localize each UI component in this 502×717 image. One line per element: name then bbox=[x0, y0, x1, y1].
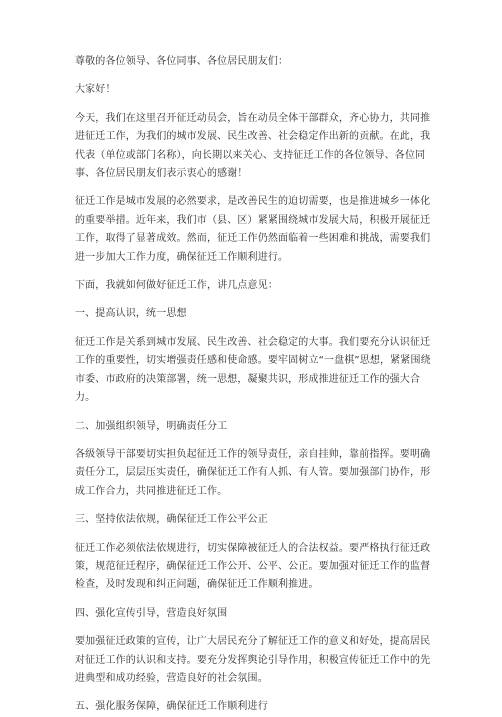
section-heading-1: 一、提高认识，统一思想 bbox=[75, 308, 187, 320]
salutation: 尊敬的各位领导、各位同事、各位居民朋友们： bbox=[75, 56, 289, 67]
section-heading-5: 五、强化服务保障，确保征迁工作顺利进行 bbox=[75, 701, 268, 713]
section-heading-4: 四、强化宣传引导，营造良好氛围 bbox=[75, 607, 228, 619]
section-heading-3: 三、坚持依法依规，确保征迁工作公平公正 bbox=[75, 514, 268, 526]
section-body-4: 要加强征迁政策的宣传，让广大居民充分了解征迁工作的意义和好处，提高居民对征迁工作的认识和支持。要充分发挥舆论引导作用，积极宣传征迁工作中的先进典型和成功经验，营造良好的社会氛围。 bbox=[75, 636, 431, 684]
greeting: 大家好！ bbox=[75, 84, 116, 96]
section-heading-2: 二、加强组织领导，明确责任分工 bbox=[75, 420, 228, 432]
section-body-3: 征迁工作必须依法依规进行，切实保障被征迁人的合法权益。要严格执行征迁政策，规范征迁程序，确保征迁工作公开、公平、公正。要加强对征迁工作的监督检查，及时发现和纠正问题，确保征迁工作顺利推进。 bbox=[75, 542, 431, 591]
transition-paragraph: 下面，我就如何做好征迁工作，讲几点意见： bbox=[75, 280, 278, 292]
section-body-1: 征迁工作是关系到城市发展、民生改善、社会稳定的大事。我们要充分认识征迁工作的重要性，切实增强责任感和使命感。要牢固树立“一盘棋”思想，紧紧围绕市委、市政府的决策部署，统一思想，凝聚共识，形成推进征迁工作的强大合力。 bbox=[75, 336, 431, 404]
intro-paragraph: 今天，我们在这里召开征迁动员会，旨在动员全体干部群众，齐心协力，共同推进征迁工作，为我们的城市发展、民生改善、社会稳定作出新的贡献。在此，我代表（单位或部门名称），向长期以来关心、支持征迁工作的各位领导、各位同事、各位居民朋友们表示衷心的感谢！ bbox=[75, 112, 431, 180]
document-page bbox=[75, 53, 431, 717]
section-body-2: 各级领导干部要切实担负起征迁工作的领导责任，亲自挂帅，靠前指挥。要明确责任分工，层层压实责任，确保征迁工作有人抓、有人管。要加强部门协作，形成工作合力，共同推进征迁工作。 bbox=[75, 448, 431, 497]
background-paragraph: 征迁工作是城市发展的必然要求，是改善民生的迫切需要，也是推进城乡一体化的重要举措。近年来，我们市（县、区）紧紧围绕城市发展大局，积极开展征迁工作，取得了显著成效。然而，征迁工作仍然面临着一些困难和挑战，需要我们进一步加大工作力度，确保征迁工作顺利进行。 bbox=[75, 196, 431, 263]
